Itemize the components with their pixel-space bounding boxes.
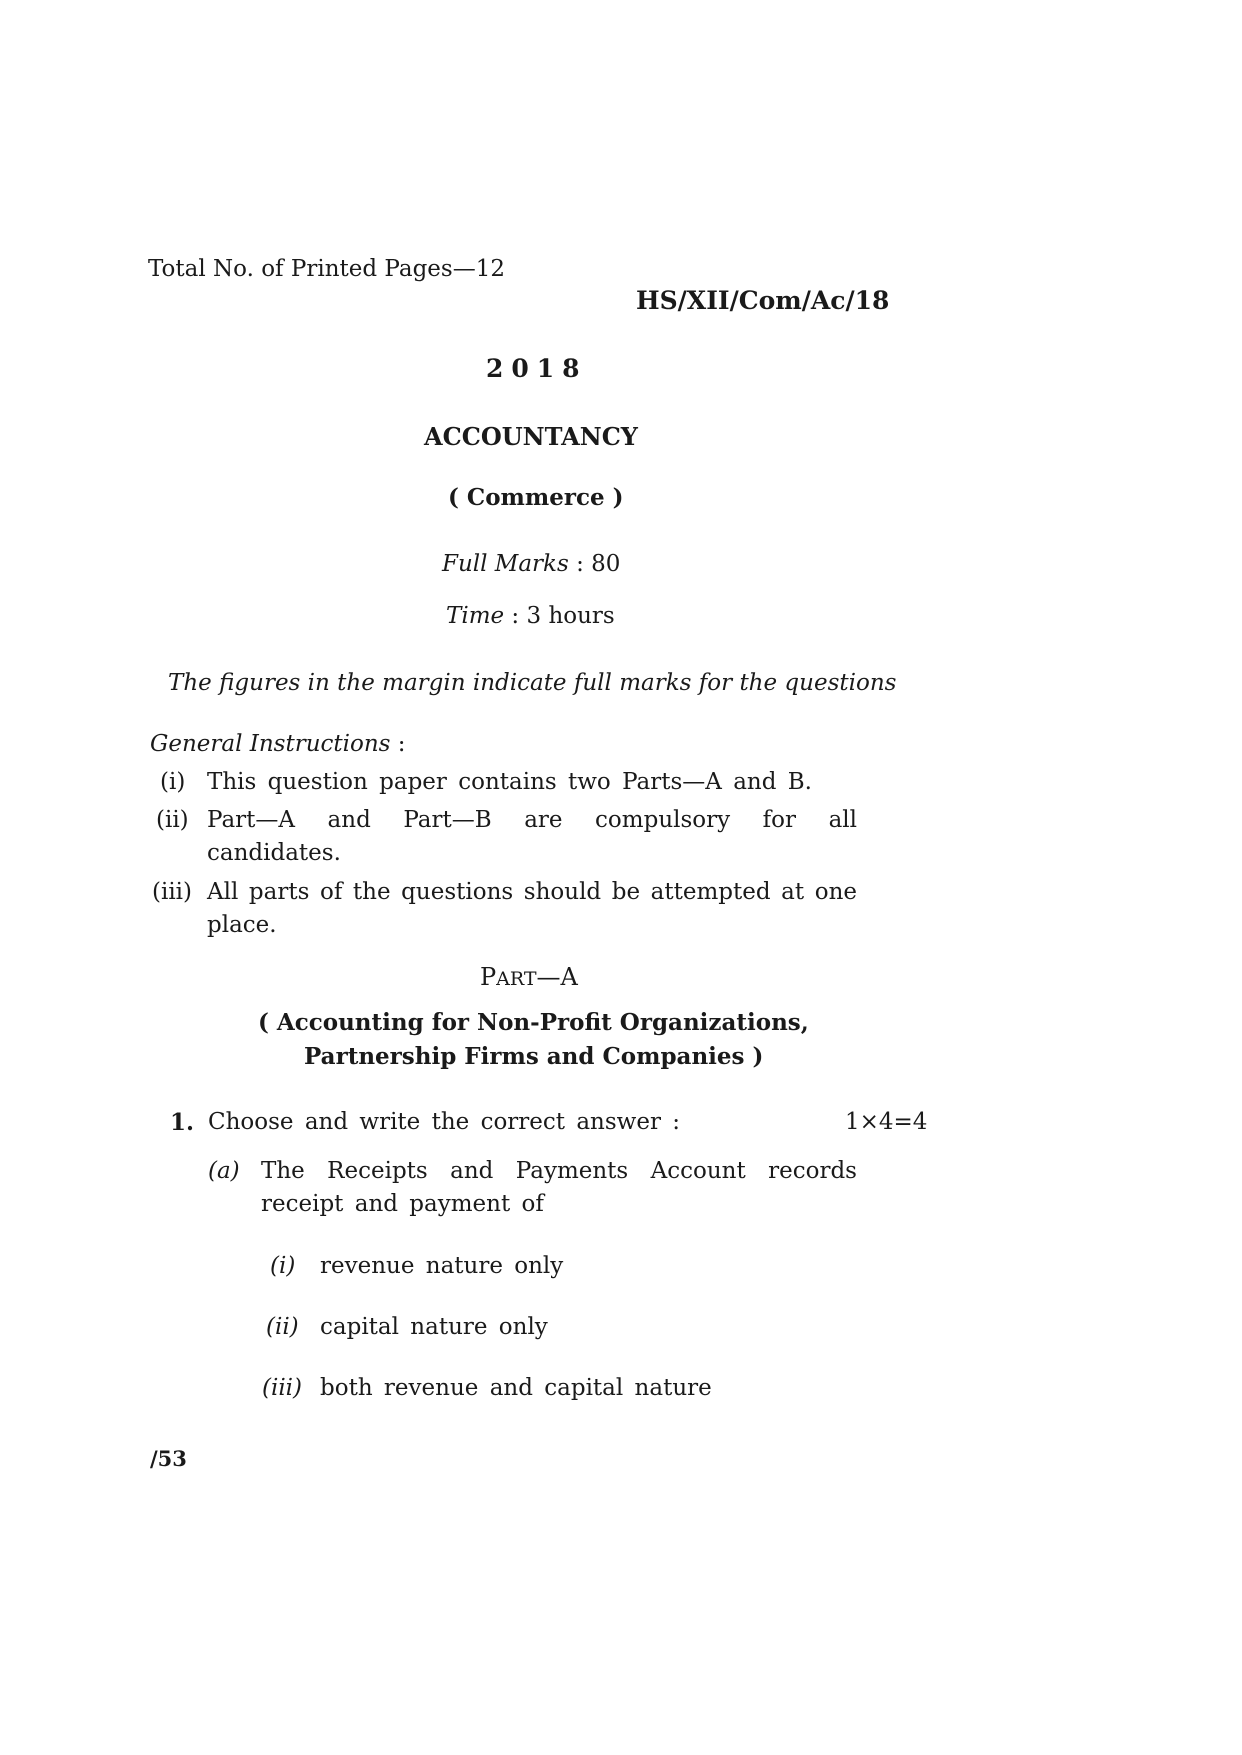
time-value: : 3 hours [504,603,615,629]
instructions-heading-text: General Instructions [150,731,391,757]
margin-note: The figures in the margin indicate full marks for the questions [168,670,897,696]
part-title-initial: P [480,963,497,991]
instruction-text: All parts of the questions should be attempted at one [207,879,857,905]
subquestion-text-continued: receipt and payment of [261,1191,544,1217]
total-printed-pages: Total No. of Printed Pages—12 [148,256,505,282]
part-title-smallcaps: ART [496,968,537,990]
option-label: (i) [270,1253,296,1279]
instruction-number: (ii) [156,807,189,833]
instructions-heading [150,731,406,757]
instruction-text: Part—A and Part—B are compulsory for all [207,807,857,833]
question-number: 1. [170,1109,195,1136]
option-label: (ii) [266,1314,299,1340]
instruction-text: This question paper contains two Parts—A and B. [207,769,812,795]
subquestion-label: (a) [208,1158,240,1184]
time-label: Time [446,603,505,629]
instruction-number: (iii) [152,879,193,905]
instruction-text-continued: place. [207,912,277,938]
question-text: Choose and write the correct answer : [208,1109,681,1135]
exam-year: 2018 [486,354,588,383]
instruction-number: (i) [160,769,186,795]
full-marks-value: : 80 [568,551,621,577]
full-marks [442,551,620,577]
option-label: (iii) [262,1375,303,1401]
part-title-suffix: —A [536,963,578,991]
question-marks: 1×4=4 [845,1109,928,1135]
subquestion-text: The Receipts and Payments Account records [261,1158,857,1184]
part-subtitle-line2: Partnership Firms and Companies ) [304,1043,764,1070]
option-text: both revenue and capital nature [320,1375,712,1401]
stream-label: ( Commerce ) [448,484,624,511]
subject-title: ACCOUNTANCY [424,422,638,451]
instructions-heading-colon: : [390,731,406,757]
option-text: revenue nature only [320,1253,564,1279]
option-text: capital nature only [320,1314,548,1340]
time-allowed [446,603,615,629]
full-marks-label: Full Marks [442,551,569,577]
page-footer-code: /53 [150,1446,187,1471]
part-title [480,963,578,991]
part-subtitle-line1: ( Accounting for Non-Profit Organizations, [258,1009,809,1036]
instruction-text-continued: candidates. [207,840,341,866]
paper-code: HS/XII/Com/Ac/18 [636,286,890,315]
